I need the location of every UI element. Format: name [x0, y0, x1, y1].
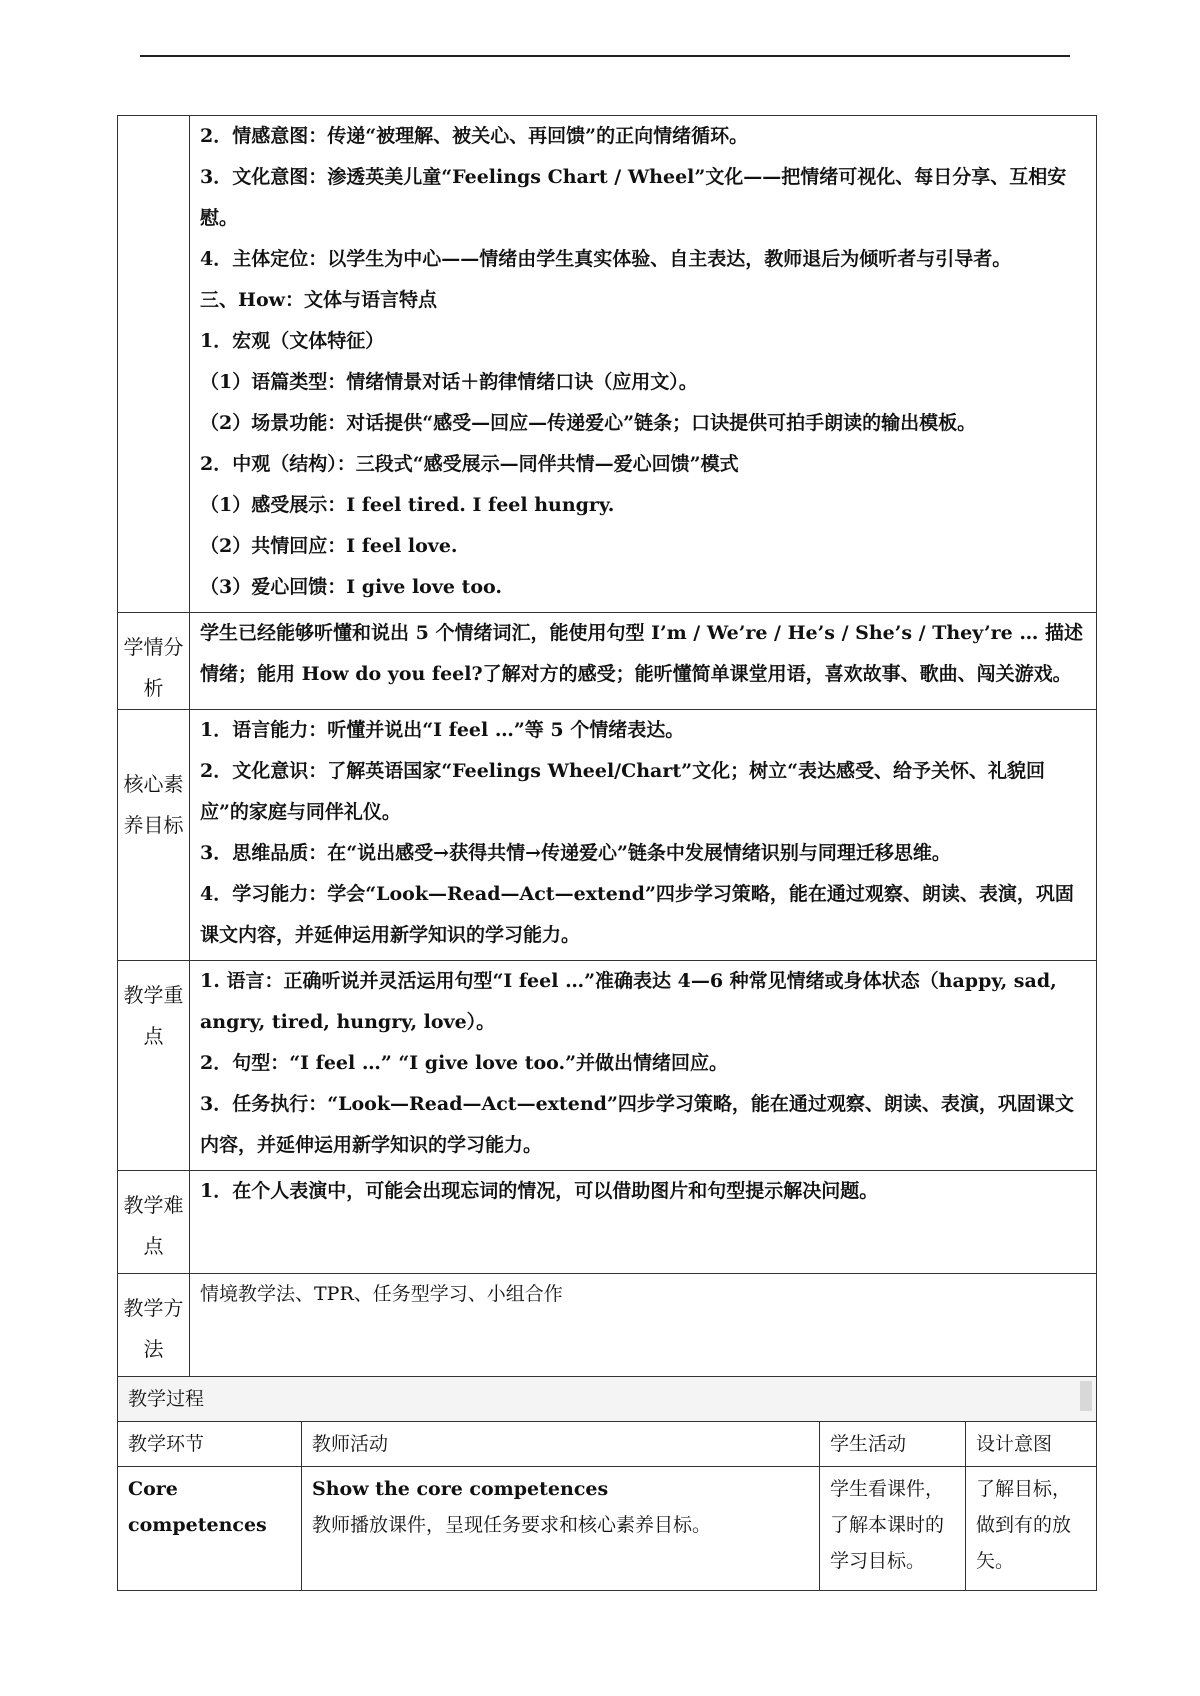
row-content — [190, 710, 1097, 961]
content-line: 情境教学法、TPR、任务型学习、小组合作 — [200, 1283, 563, 1305]
row-difficult-points — [118, 1171, 1097, 1274]
row-label: 教学方法 — [118, 1274, 190, 1377]
header-design-intent: 设计意图 — [966, 1422, 1097, 1467]
header-student-activity: 学生活动 — [820, 1422, 966, 1467]
content-line: 2．情感意图：传递“被理解、被关心、再回馈”的正向情绪循环。 — [200, 125, 749, 147]
process-header-row — [118, 1422, 1097, 1467]
upper-table — [117, 115, 1097, 1377]
cell-teacher-activity — [302, 1467, 820, 1591]
content-line: 三、How：文体与语言特点 — [200, 289, 437, 311]
row-label: 核心素养目标 — [118, 710, 190, 961]
continuation-label-cell — [118, 116, 190, 613]
row-content — [190, 613, 1097, 710]
content-line: 1．语言能力：听懂并说出“I feel …”等 5 个情绪表达。 — [200, 719, 685, 741]
content-line: 4．学习能力：学会“Look—Read—Act—extend”四步学习策略，能在通过观察、朗读、表演，巩固课文内容，并延伸运用新学知识的学习能力。 — [200, 883, 1074, 946]
content-line: 1．宏观（文体特征） — [200, 330, 385, 352]
row-content — [190, 961, 1097, 1171]
content-line: （1）语篇类型：情绪情景对话＋韵律情绪口诀（应用文）。 — [200, 371, 698, 393]
content-line: 学生已经能够听懂和说出 5 个情绪词汇，能使用句型 I’m / We’re / He’s / She’s / They’re … 描述情绪；能用 How do you feel?了解对方的感受；能听懂简单课堂用语，喜欢故事、歌曲、闯关游戏。 — [200, 622, 1083, 685]
content-line: （2）场景功能：对话提供“感受—回应—传递爱心”链条；口诀提供可拍手朗读的输出模板。 — [200, 412, 977, 434]
row-label: 教学重点 — [118, 961, 190, 1171]
process-table — [117, 1376, 1097, 1591]
continuation-row — [118, 116, 1097, 613]
row-student-analysis — [118, 613, 1097, 710]
row-label: 教学难点 — [118, 1171, 190, 1274]
content-line: 1．在个人表演中，可能会出现忘词的情况，可以借助图片和句型提示解决问题。 — [200, 1180, 879, 1202]
cell-stage: Core competences — [118, 1467, 302, 1591]
row-core-competence-goals — [118, 710, 1097, 961]
content-line: 2．中观（结构）：三段式“感受展示—同伴共情—爱心回馈”模式 — [200, 453, 739, 475]
content-line: 3．任务执行：“Look—Read—Act—extend”四步学习策略，能在通过观察、朗读、表演，巩固课文内容，并延伸运用新学知识的学习能力。 — [200, 1093, 1074, 1156]
content-line: 3．文化意图：渗透英美儿童“Feelings Chart / Wheel”文化——把情绪可视化、每日分享、互相安慰。 — [200, 166, 1067, 229]
lesson-plan-document — [117, 115, 1097, 1591]
content-line: 2．句型：“I feel …” “I give love too.”并做出情绪回应。 — [200, 1052, 729, 1074]
process-row — [118, 1467, 1097, 1591]
content-line: 3．思维品质：在“说出感受→获得共情→传递爱心”链条中发展情绪识别与同理迁移思维。 — [200, 842, 951, 864]
process-title: 教学过程 — [118, 1377, 1097, 1422]
cell-design-intent: 了解目标，做到有的放矢。 — [966, 1467, 1097, 1591]
row-teaching-methods — [118, 1274, 1097, 1377]
row-content — [190, 1171, 1097, 1274]
cell-student-activity: 学生看课件，了解本课时的学习目标。 — [820, 1467, 966, 1591]
content-line: 2．文化意识：了解英语国家“Feelings Wheel/Chart”文化；树立“表达感受、给予关怀、礼貌回应”的家庭与同伴礼仪。 — [200, 760, 1046, 823]
header-stage: 教学环节 — [118, 1422, 302, 1467]
header-teacher-activity: 教师活动 — [302, 1422, 820, 1467]
content-line: （1）感受展示：I feel tired. I feel hungry. — [200, 494, 615, 516]
row-content — [190, 1274, 1097, 1377]
content-line: 4．主体定位：以学生为中心——情绪由学生真实体验、自主表达，教师退后为倾听者与引导者。 — [200, 248, 1012, 270]
continuation-content — [190, 116, 1097, 613]
content-line: （3）爱心回馈：I give love too. — [200, 576, 503, 598]
row-key-points — [118, 961, 1097, 1171]
content-line: 1. 语言：正确听说并灵活运用句型“I feel …”准确表达 4—6 种常见情绪或身体状态（happy, sad, angry, tired, hungry, love）。 — [200, 970, 1057, 1033]
process-title-row — [118, 1377, 1097, 1422]
teacher-activity-desc: 教师播放课件，呈现任务要求和核心素养目标。 — [312, 1514, 712, 1536]
content-line: （2）共情回应：I feel love. — [200, 535, 458, 557]
row-label: 学情分析 — [118, 613, 190, 710]
header-rule — [140, 55, 1070, 57]
teacher-activity-title: Show the core competences — [312, 1478, 609, 1500]
